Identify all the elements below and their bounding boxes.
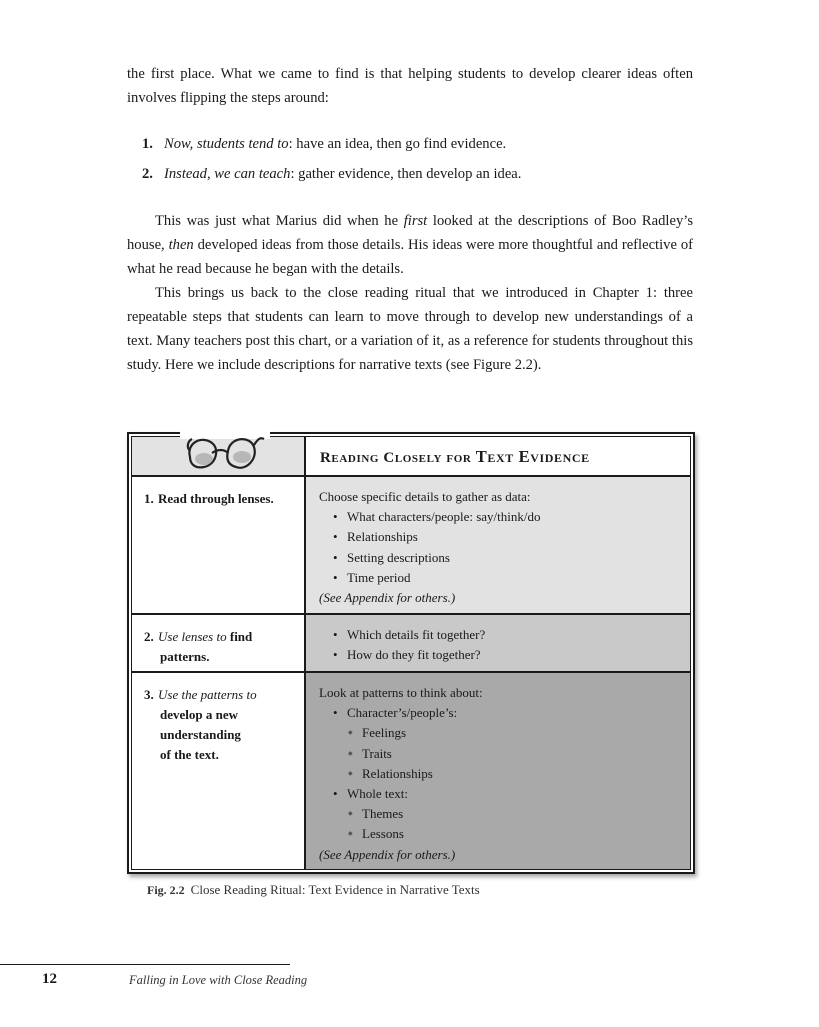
list-text: : have an idea, then go find evidence. [288,136,507,152]
sub-list-item: ◆ Traits [319,744,679,764]
figure-title [320,447,590,467]
list-lead: Instead, we can teach [164,166,291,182]
list-number: 1. [142,136,153,152]
paragraph-intro [127,62,693,110]
list-item: • Time period [319,568,679,588]
paragraph-line: involves flipping the steps around: [127,90,329,106]
step-number: 3. [144,687,154,702]
list-text: : gather evidence, then develop an idea. [290,166,522,182]
figure-table [127,432,695,874]
step-label: of the text. [160,747,219,762]
emphasis: then [168,237,194,253]
step-cell [131,672,305,870]
step-label: find [229,629,253,644]
caption-label: Fig. 2.2 [147,883,185,897]
text-run: developed ideas from those details. His ideas were more thoughtful and reflective of what he read because he began with the details. [127,237,693,277]
title-emphasis: Text Evidence [475,447,590,466]
step-label: patterns. [160,649,210,664]
list-number: 2. [142,166,153,182]
list-item: • Setting descriptions [319,548,679,568]
step-label: understanding [160,727,241,742]
eyeglasses-icon [180,427,270,479]
paragraph-ritual: This brings us back to the close reading ritual that we introduced in Chapter 1: three repeatable steps that students can learn to move through to develop new understandings of a text. Many teachers post this chart, or a variation of it, as a reference for students throughout this study. Here we include descriptions for narrative texts (see Figure 2.2). [127,285,693,373]
list-item: • Which details fit together? [319,625,679,645]
step-detail-cell [305,672,691,870]
step-detail-cell [305,476,691,614]
detail-intro: Choose specific details to gather as data: [319,489,531,504]
caption-text: Close Reading Ritual: Text Evidence in Narrative Texts [190,882,480,897]
list-item: • Relationships [319,527,679,547]
step-label: develop a new [160,707,238,722]
step-cell [131,614,305,672]
sub-list-item: ◆ Feelings [319,723,679,743]
sub-list-item: ◆ Relationships [319,764,679,784]
paragraph-marius [127,209,693,281]
appendix-note: (See Appendix for others.) [319,590,456,606]
step-number: 1. [144,491,154,506]
text-run: looked at the descriptions of Boo Radley’s house, [127,213,693,253]
step-detail-cell [305,614,691,672]
header-icon-cell [131,436,305,476]
step-label-italic: Use the patterns to [158,687,257,702]
step-number: 2. [144,629,154,644]
title-part: Reading Closely for [320,450,472,466]
paragraph-line: the first place. What we came to find is that helping students to develop clearer ideas often [127,66,693,82]
emphasis: first [403,213,428,229]
figure-caption [147,882,480,898]
steps-list [142,129,702,189]
sub-list-item: ◆ Lessons [319,824,679,844]
list-lead: Now, students tend to [164,136,289,152]
list-item [142,159,702,189]
detail-intro: Look at patterns to think about: [319,685,483,700]
page-number: 12 [42,971,57,987]
list-item: • Character’s/people’s: [319,703,679,723]
text-run: This was just what Marius did when he [155,213,404,229]
step-label-italic: Use lenses to [158,629,227,644]
list-item: • How do they fit together? [319,645,679,665]
list-item: • Whole text: [319,784,679,804]
header-title-cell [305,436,691,476]
step-label: Read through lenses. [158,491,274,506]
appendix-note: (See Appendix for others.) [319,846,456,862]
sub-list-item: ◆ Themes [319,804,679,824]
running-title: Falling in Love with Close Reading [129,973,308,987]
list-item: • What characters/people: say/think/do [319,507,679,527]
step-cell [131,476,305,614]
list-item [142,129,702,159]
body-paragraphs [127,209,693,377]
footer-rule [0,964,290,965]
